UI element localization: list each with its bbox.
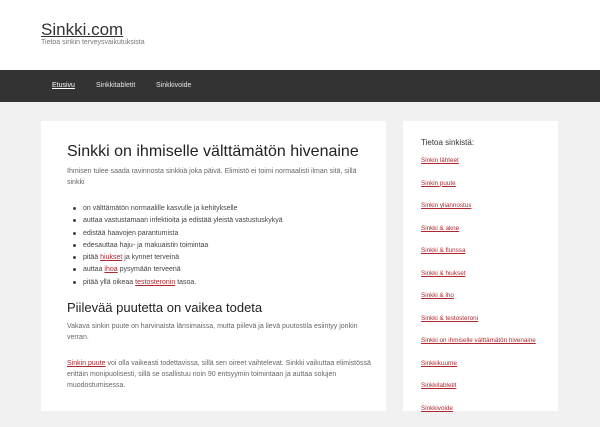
section-heading: Piilevää puutetta on vaikea todeta	[67, 300, 262, 315]
nav-item-sinkkivoide[interactable]: Sinkkivoide	[156, 82, 191, 89]
sidebar-link-sinkki-hivenaine[interactable]: Sinkki on ihmiselle välttämätön hivenaine	[421, 337, 536, 344]
site-description: Tietoa sinkin terveysvaikutuksista	[41, 39, 145, 46]
sidebar-link-sinkkivoide[interactable]: Sinkkivoide	[421, 405, 453, 412]
list-item-text: pitää yllä oikeaa	[83, 279, 135, 286]
benefits-list	[67, 203, 283, 289]
main-content	[41, 121, 386, 411]
main-navigation	[0, 70, 600, 102]
widget-title: Tietoa sinkistä:	[421, 138, 474, 147]
list-item-text: ja kynnet terveinä	[122, 254, 179, 261]
paragraph	[67, 358, 372, 391]
sidebar-item	[421, 382, 536, 405]
list-item: auttaa vastustamaan infektioita ja edistää yleistä vastustuskykyä	[67, 215, 283, 227]
sidebar-link-sinkkitabletit[interactable]: Sinkkitabletit	[421, 382, 456, 389]
sidebar-links	[421, 157, 536, 427]
sidebar-item	[421, 405, 536, 427]
sidebar-link-sinkin-puute[interactable]: Sinkin puute	[421, 180, 456, 187]
post-title: Sinkki on ihmiselle välttämätön hivenaine	[67, 143, 359, 161]
sidebar-link-sinkki-iho[interactable]: Sinkki & iho	[421, 292, 454, 299]
sidebar-link-sinkki-akne[interactable]: Sinkki & akne	[421, 225, 459, 232]
sidebar-item	[421, 247, 536, 270]
nav-item-etusivu[interactable]: Etusivu	[52, 82, 75, 89]
hiukset-link[interactable]: hiukset	[100, 254, 122, 261]
paragraph: Vakava sinkin puute on harvinaista länsimaissa, mutta piilevä ja lievä puutostila esiintyy jonkin verran.	[67, 321, 372, 343]
sidebar-item	[421, 360, 536, 383]
site-header	[0, 0, 600, 70]
list-item: on välttämätön normaalille kasvulle ja kehitykselle	[67, 203, 283, 215]
sidebar-link-sinkin-lahteet[interactable]: Sinkin lähteet	[421, 157, 459, 164]
sidebar-item	[421, 180, 536, 203]
sidebar-item	[421, 337, 536, 360]
list-item	[67, 252, 283, 264]
list-item	[67, 264, 283, 276]
sidebar-link-sinkin-yliannostus[interactable]: Sinkin yliannostus	[421, 202, 471, 209]
sidebar	[403, 121, 558, 411]
sidebar-item	[421, 225, 536, 248]
sidebar-item	[421, 315, 536, 338]
sidebar-link-sinkkikuurne[interactable]: Sinkkikuurne	[421, 360, 457, 367]
sidebar-link-sinkki-hiukset[interactable]: Sinkki & hiukset	[421, 270, 465, 277]
sidebar-link-sinkki-flunssa[interactable]: Sinkki & flunssa	[421, 247, 465, 254]
sidebar-item	[421, 292, 536, 315]
paragraph-text: voi olla vaikeasti todettavissa, sillä sen oireet vaihtelevat. Sinkki vaikuttaa elimistössä erittäin monipuolisesti, sillä se osallistuu noin 90 entsyymin toimintaan ja auttaa solujen muodostumisessa.	[67, 360, 371, 389]
iho-link[interactable]: ihoa	[104, 266, 117, 273]
sidebar-link-sinkki-testosteroni[interactable]: Sinkki & testosteroni	[421, 315, 478, 322]
nav-item-sinkkitabletit[interactable]: Sinkkitabletit	[96, 82, 135, 89]
list-item-text: auttaa	[83, 266, 104, 273]
sidebar-item	[421, 270, 536, 293]
sidebar-item	[421, 202, 536, 225]
site-title-link[interactable]: Sinkki.com	[41, 20, 123, 40]
list-item-text: tasoa.	[175, 279, 196, 286]
list-item	[67, 277, 283, 289]
list-item-text: pitää	[83, 254, 100, 261]
sidebar-item	[421, 157, 536, 180]
sinkin-puute-link[interactable]: Sinkin puute	[67, 360, 106, 367]
intro-paragraph: Ihmisen tulee saada ravinnosta sinkkiä joka päivä. Elimistö ei toimi normaalisti ilman sitä, sillä sinkki	[67, 166, 367, 188]
testosteroni-link[interactable]: testosteronin	[135, 279, 175, 286]
list-item-text: pysymään terveenä	[118, 266, 181, 273]
list-item: edistää haavojen parantumista	[67, 228, 283, 240]
list-item: edesauttaa haju- ja makuaistin toimintaa	[67, 240, 283, 252]
